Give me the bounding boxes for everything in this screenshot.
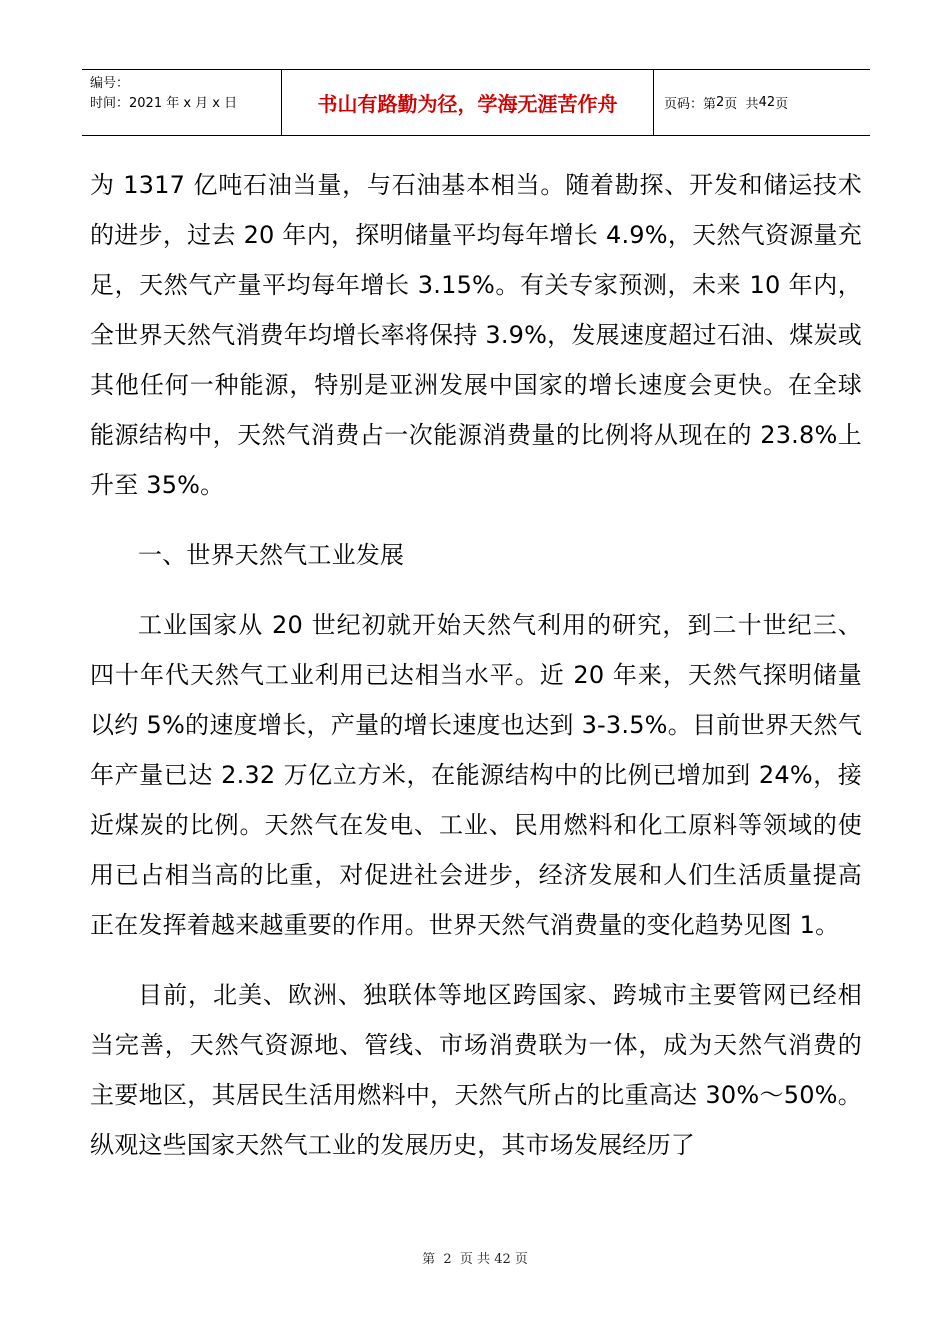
document-time-label: 时间：2021 年 x 月 x 日 [90,96,238,111]
paragraph-continued: 为 1317 亿吨石油当量，与石油基本相当。随着勘探、开发和储运技术的进步，过去 20 年内，探明储量平均每年增长 4.9%，天然气资源量充足，天然气产量平均每年增长 3.15%。有关专家预测，未来 10 年内，全世界天然气消费年均增长率将保持 3.9%，发展速度超过石油、煤炭或其他任何一种能源，特别是亚洲发展中国家的增长速度会更快。在全球能源结构中，天然气消费占一次能源消费量的比例将从现在的 23.8%上升至 35%。 [90,171,862,499]
page-label: 页码：第 [664,97,717,112]
section-heading: 一、世界天然气工业发展 [138,541,405,569]
header-page-info [654,70,870,135]
paragraph: 目前，北美、欧洲、独联体等地区跨国家、跨城市主要管网已经相当完善，天然气资源地、管线、市场消费联为一体，成为天然气消费的主要地区，其居民生活用燃料中，天然气所占的比重高达 30%～50%。纵观这些国家天然气工业的发展历史，其市场发展经历了 [90,981,862,1159]
page-mid-label: 页 共 [724,97,759,112]
page-number: 2 [716,95,725,110]
page-total: 42 [758,95,776,110]
header-motto: 书山有路勤为径，学海无涯苦作舟 [282,70,654,135]
document-number-label: 编号： [90,76,130,91]
paragraph: 工业国家从 20 世纪初就开始天然气利用的研究，到二十世纪三、四十年代天然气工业利用已达相当水平。近 20 年来，天然气探明储量以约 5%的速度增长，产量的增长速度也达到 3-3.5%。目前世界天然气年产量已达 2.32 万亿立方米，在能源结构中的比例已增加到 24%，接近煤炭的比例。天然气在发电、工业、民用燃料和化工原料等领域的使用已占相当高的比重，对促进社会进步，经济发展和人们生活质量提高正在发挥着越来越重要的作用。世界天然气消费量的变化趋势见图 1。 [90,611,862,939]
document-body [90,160,862,1170]
page-footer: 第 2 页 共 42 页 [422,1252,528,1267]
page-header [82,69,870,136]
page-end-label: 页 [775,97,789,112]
header-meta [82,70,282,135]
